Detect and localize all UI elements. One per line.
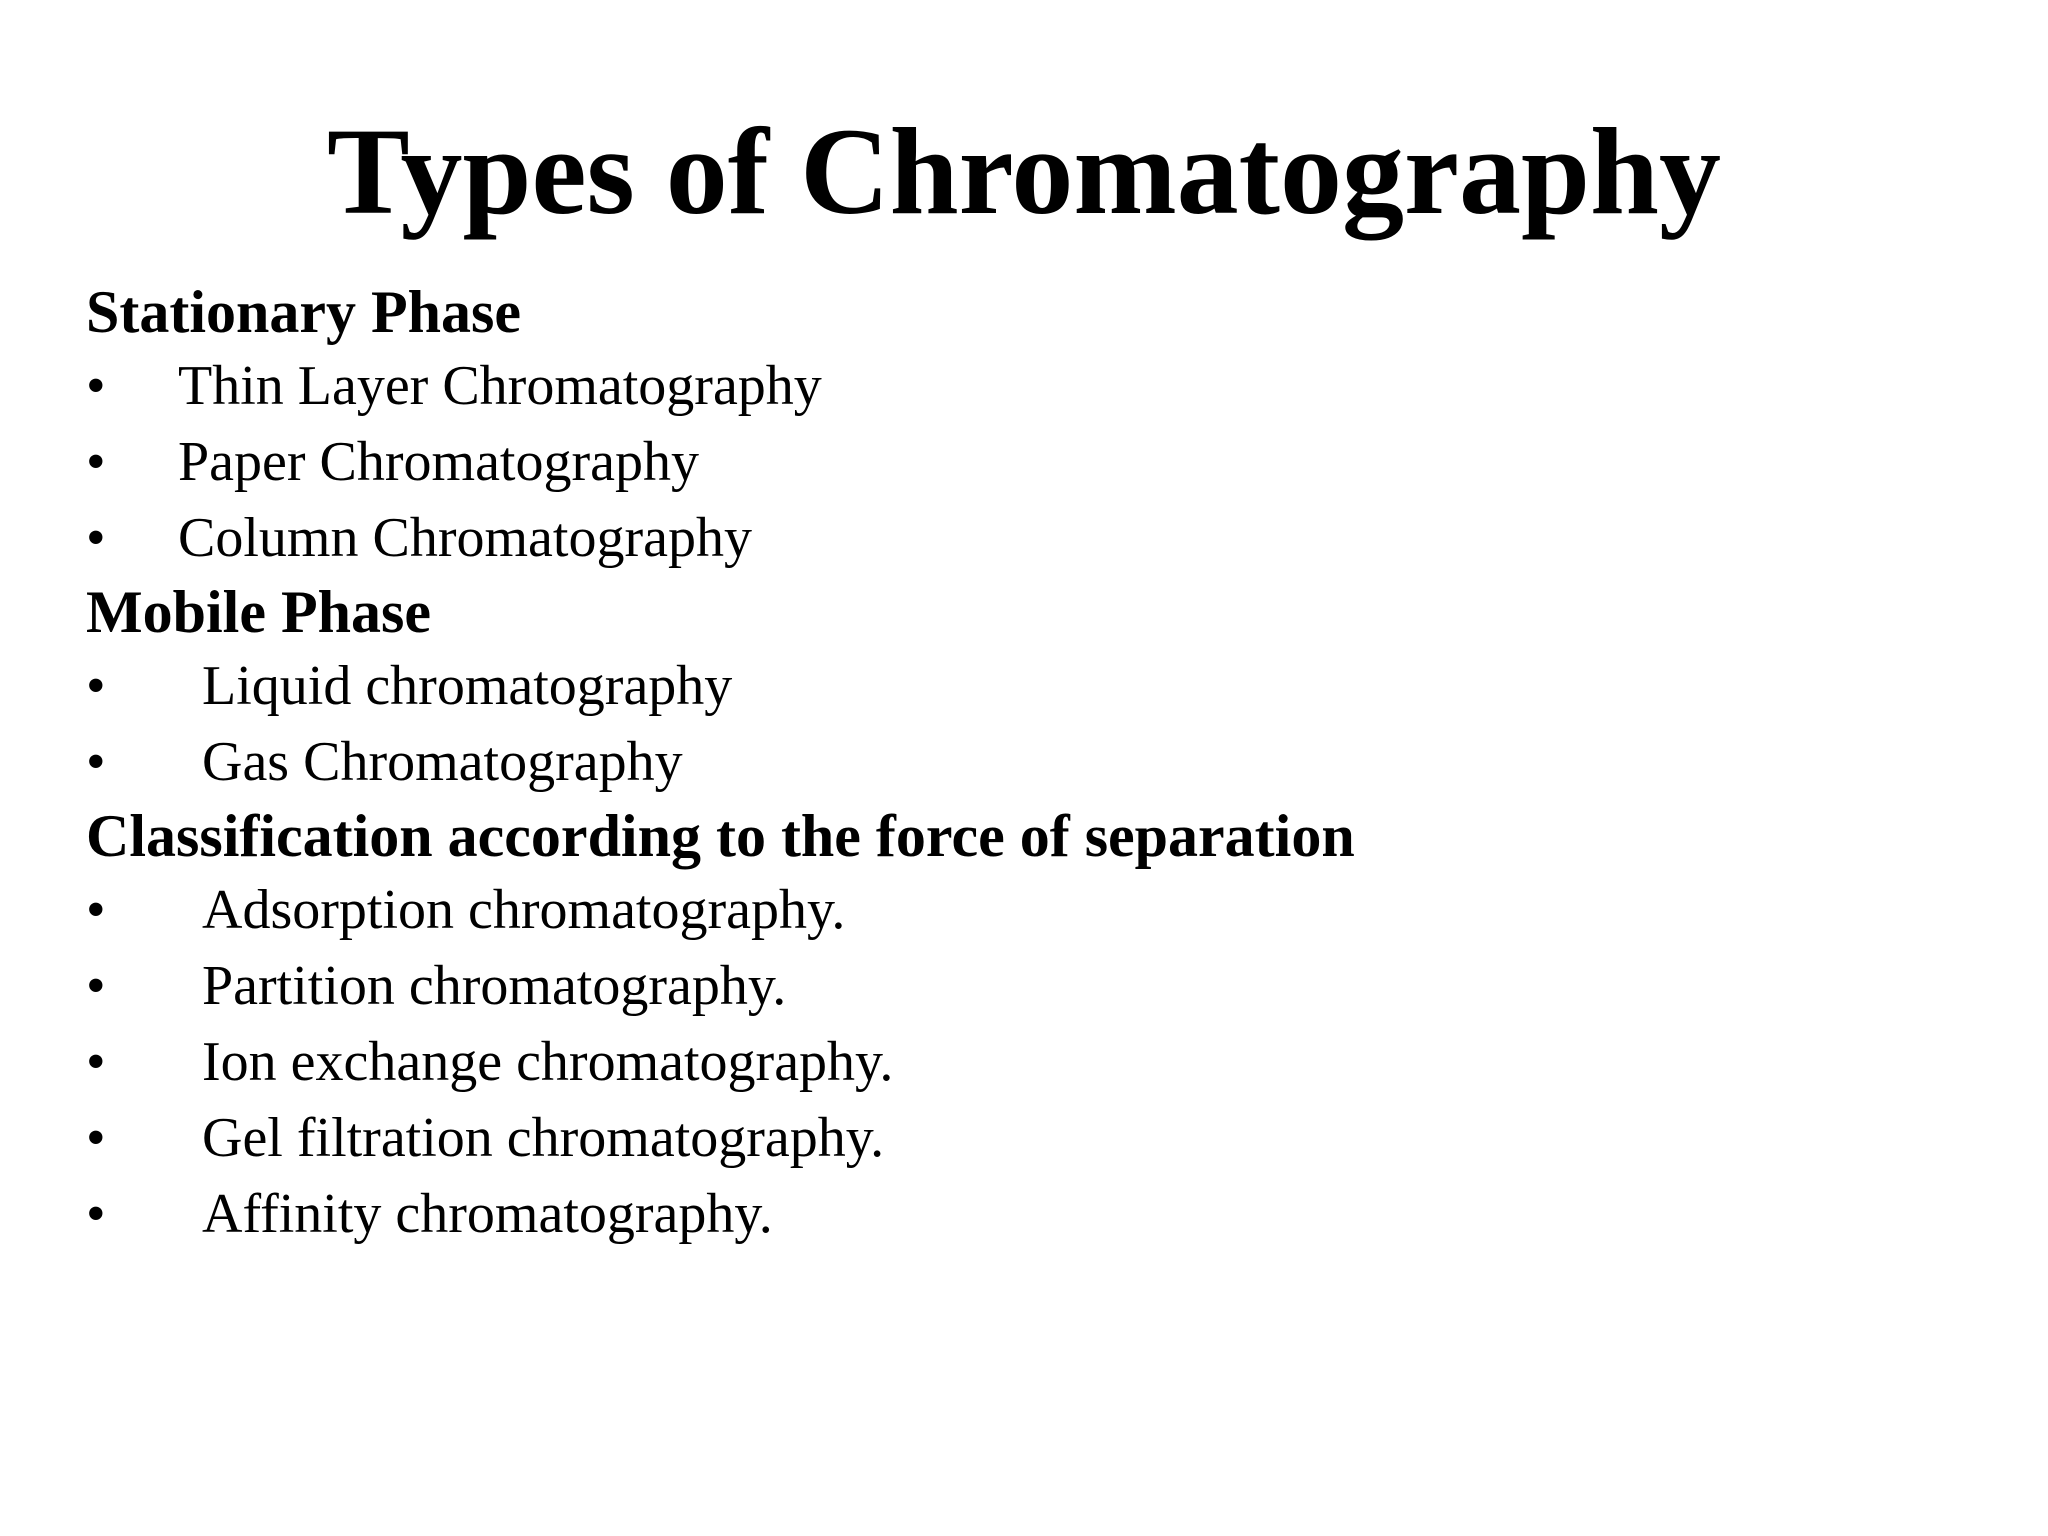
list-item bbox=[86, 1100, 1986, 1176]
list-item-text: Affinity chromatography. bbox=[202, 1183, 773, 1245]
list-item bbox=[86, 872, 1986, 948]
bullet-icon: • bbox=[86, 1183, 106, 1245]
bullet-icon: • bbox=[86, 655, 106, 717]
bullet-icon: • bbox=[86, 355, 106, 417]
bullet-icon: • bbox=[86, 431, 106, 493]
slide-content bbox=[86, 276, 1986, 1252]
list-item-text: Adsorption chromatography. bbox=[202, 879, 846, 941]
list-item-text: Ion exchange chromatography. bbox=[202, 1031, 894, 1093]
list-item-text: Liquid chromatography bbox=[202, 655, 733, 717]
list-item-text: Gel filtration chromatography. bbox=[202, 1107, 885, 1169]
bullet-icon: • bbox=[86, 1031, 106, 1093]
slide-title: Types of Chromatography bbox=[327, 103, 1721, 240]
list-item-text: Gas Chromatography bbox=[202, 731, 683, 793]
list-item bbox=[86, 648, 1986, 724]
list-item-text: Partition chromatography. bbox=[202, 955, 787, 1017]
bullet-icon: • bbox=[86, 1107, 106, 1169]
bullet-icon: • bbox=[86, 507, 106, 569]
list-item bbox=[86, 1024, 1986, 1100]
bullet-icon: • bbox=[86, 731, 106, 793]
list-item bbox=[86, 724, 1986, 800]
section-heading: Mobile Phase bbox=[86, 579, 431, 645]
list-item bbox=[86, 948, 1986, 1024]
list-item-text: Paper Chromatography bbox=[178, 431, 699, 493]
list-item bbox=[86, 348, 1986, 424]
list-item bbox=[86, 500, 1986, 576]
section-heading: Stationary Phase bbox=[86, 279, 521, 345]
list-item bbox=[86, 1176, 1986, 1252]
bullet-icon: • bbox=[86, 955, 106, 1017]
section-stationary-phase bbox=[86, 276, 1986, 576]
section-force-of-separation bbox=[86, 800, 1986, 1252]
section-heading: Classification according to the force of separation bbox=[86, 803, 1355, 869]
section-mobile-phase bbox=[86, 576, 1986, 800]
list-item bbox=[86, 424, 1986, 500]
list-item-text: Column Chromatography bbox=[178, 507, 752, 569]
bullet-icon: • bbox=[86, 879, 106, 941]
list-item-text: Thin Layer Chromatography bbox=[178, 355, 822, 417]
